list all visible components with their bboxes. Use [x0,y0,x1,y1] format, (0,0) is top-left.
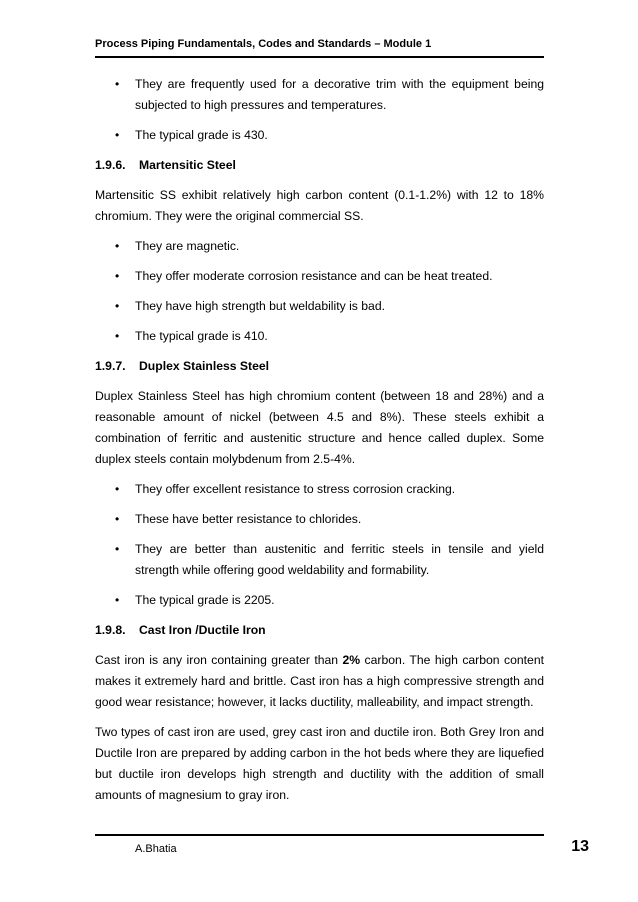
section-number: 1.9.6. [95,158,126,172]
list-item: • They are frequently used for a decorative trim with the equipment being subjected to high pressures and temperatures. [95,74,544,116]
list-item: • They are better than austenitic and ferritic steels in tensile and yield strength while offering good weldability and formability. [95,539,544,581]
section-title: Martensitic Steel [139,158,236,172]
list-item: • These have better resistance to chlorides. [95,509,544,530]
paragraph: Cast iron is any iron containing greater than 2% carbon. The high carbon content makes it extremely hard and brittle. Cast iron has a high compressive strength and good wear resistance; however, it lacks ductility, malleability, and impact strength. [95,653,544,709]
section-number: 1.9.7. [95,359,126,373]
section-heading-duplex [95,356,544,377]
bullet-icon: • [115,77,120,91]
list-item: • The typical grade is 410. [95,326,544,347]
list-item: • They have high strength but weldability is bad. [95,296,544,317]
running-header: Process Piping Fundamentals, Codes and Standards – Module 1 [95,38,432,50]
bullet-icon: • [115,329,120,343]
bullet-icon: • [115,593,120,607]
page-number: 13 [571,838,589,855]
footer-author: A.Bhatia [135,843,177,855]
bullet-icon: • [115,239,120,253]
bullet-icon: • [115,299,120,313]
bullet-icon: • [115,542,120,556]
paragraph: Martensitic SS exhibit relatively high carbon content (0.1-1.2%) with 12 to 18% chromium. They were the original commercial SS. [95,188,544,223]
footer-divider [95,834,544,836]
section-heading-cast-iron [95,620,544,641]
martensitic-bullet-list [95,236,544,347]
bullet-icon: • [115,512,120,526]
section-title: Cast Iron /Ductile Iron [139,623,266,637]
section-heading-martensitic [95,155,544,176]
bullet-icon: • [115,128,120,142]
list-item: • The typical grade is 430. [95,125,544,146]
paragraph: Duplex Stainless Steel has high chromium content (between 18 and 28%) and a reasonable amount of nickel (between 4.5 and 8%). These steels exhibit a combination of ferritic and austenitic structure and hence called duplex. Some duplex steels contain molybdenum from 2.5-4%. [95,389,544,466]
section-title: Duplex Stainless Steel [139,359,270,373]
bullet-icon: • [115,482,120,496]
page-body [95,74,544,815]
emphasis: 2% [342,653,361,667]
list-item: • They offer moderate corrosion resistance and can be heat treated. [95,266,544,287]
header-divider [95,56,544,58]
bullet-icon: • [115,269,120,283]
duplex-bullet-list [95,479,544,611]
list-item: • They are magnetic. [95,236,544,257]
list-item: • They offer excellent resistance to stress corrosion cracking. [95,479,544,500]
intro-bullet-list [95,74,544,146]
paragraph: Two types of cast iron are used, grey cast iron and ductile iron. Both Grey Iron and Ductile Iron are prepared by adding carbon in the hot beds where they are liquefied but ductile iron develops high strength and ductility with the addition of small amounts of magnesium to gray iron. [95,725,544,802]
section-number: 1.9.8. [95,623,126,637]
list-item: • The typical grade is 2205. [95,590,544,611]
